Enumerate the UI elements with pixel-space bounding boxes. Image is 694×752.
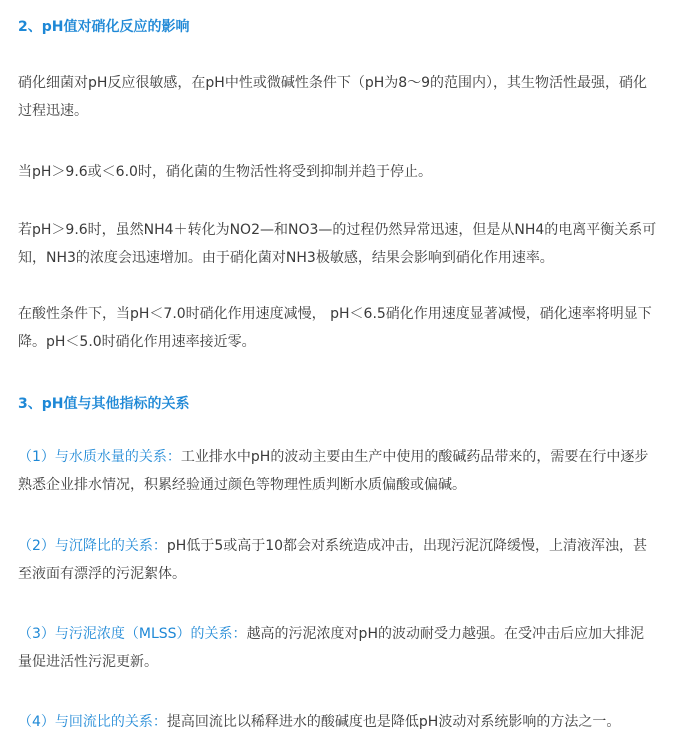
list-item-text: 工业排水中pH的波动主要由生产中使用的酸碱药品带来的，需要在行中逐步	[180, 449, 649, 465]
paragraph-line: 知，NH3的浓度会迅速增加。由于硝化菌对NH3极敏感，结果会影响到硝化作用速率。	[18, 250, 554, 266]
list-item-line	[18, 620, 680, 648]
list-item-line	[18, 532, 680, 560]
list-item-lead: （2）与沉降比的关系：	[18, 538, 167, 554]
list-item-water-quality	[18, 443, 680, 499]
paragraph-line: 过程迅速。	[18, 103, 88, 119]
paragraph-line: 当pH＞9.6或＜6.0时，硝化菌的生物活性将受到抑制并趋于停止。	[18, 164, 432, 180]
list-item-settling-ratio	[18, 532, 680, 588]
paragraph-line: 在酸性条件下，当pH＜7.0时硝化作用速度减慢， pH＜6.5硝化作用速度显著减慢，硝化速率将明显下	[18, 306, 652, 322]
list-item-text: pH低于5或高于10都会对系统造成冲击，出现污泥沉降缓慢，上清液浑浊，甚	[166, 538, 648, 554]
section-heading-ph-other-indicators: 3、pH值与其他指标的关系	[18, 396, 190, 412]
paragraph-line: 硝化细菌对pH反应很敏感，在pH中性或微碱性条件下（pH为8～9的范围内），其生物活性最强，硝化	[18, 75, 648, 91]
list-item-return-ratio	[18, 708, 680, 736]
list-item-line	[18, 708, 680, 736]
paragraph-high-ph-ammonia	[18, 216, 680, 272]
list-item-line	[18, 443, 680, 471]
paragraph-nitrifier-sensitivity	[18, 69, 680, 125]
paragraph-ph-limits	[18, 158, 680, 186]
list-item-sludge-concentration	[18, 620, 680, 676]
paragraph-acidic-conditions	[18, 300, 680, 356]
list-item-lead: （1）与水质水量的关系：	[18, 449, 181, 465]
list-item-lead: （3）与污泥浓度（MLSS）的关系：	[18, 626, 247, 642]
list-item-text: 越高的污泥浓度对pH的波动耐受力越强。在受冲击后应加大排泥	[246, 626, 644, 642]
list-item-line: 量促进活性污泥更新。	[18, 654, 158, 670]
section-heading-ph-nitrification: 2、pH值对硝化反应的影响	[18, 19, 190, 35]
list-item-line: 至液面有漂浮的污泥絮体。	[18, 566, 186, 582]
list-item-lead: （4）与回流比的关系：	[18, 714, 167, 730]
list-item-line: 熟悉企业排水情况，积累经验通过颜色等物理性质判断水质偏酸或偏碱。	[18, 477, 466, 493]
paragraph-line: 降。pH＜5.0时硝化作用速率接近零。	[18, 334, 256, 350]
list-item-text: 提高回流比以稀释进水的酸碱度也是降低pH波动对系统影响的方法之一。	[166, 714, 621, 730]
paragraph-line: 若pH＞9.6时，虽然NH4＋转化为NO2—和NO3—的过程仍然异常迅速，但是从NH4的电离平衡关系可	[18, 222, 657, 238]
